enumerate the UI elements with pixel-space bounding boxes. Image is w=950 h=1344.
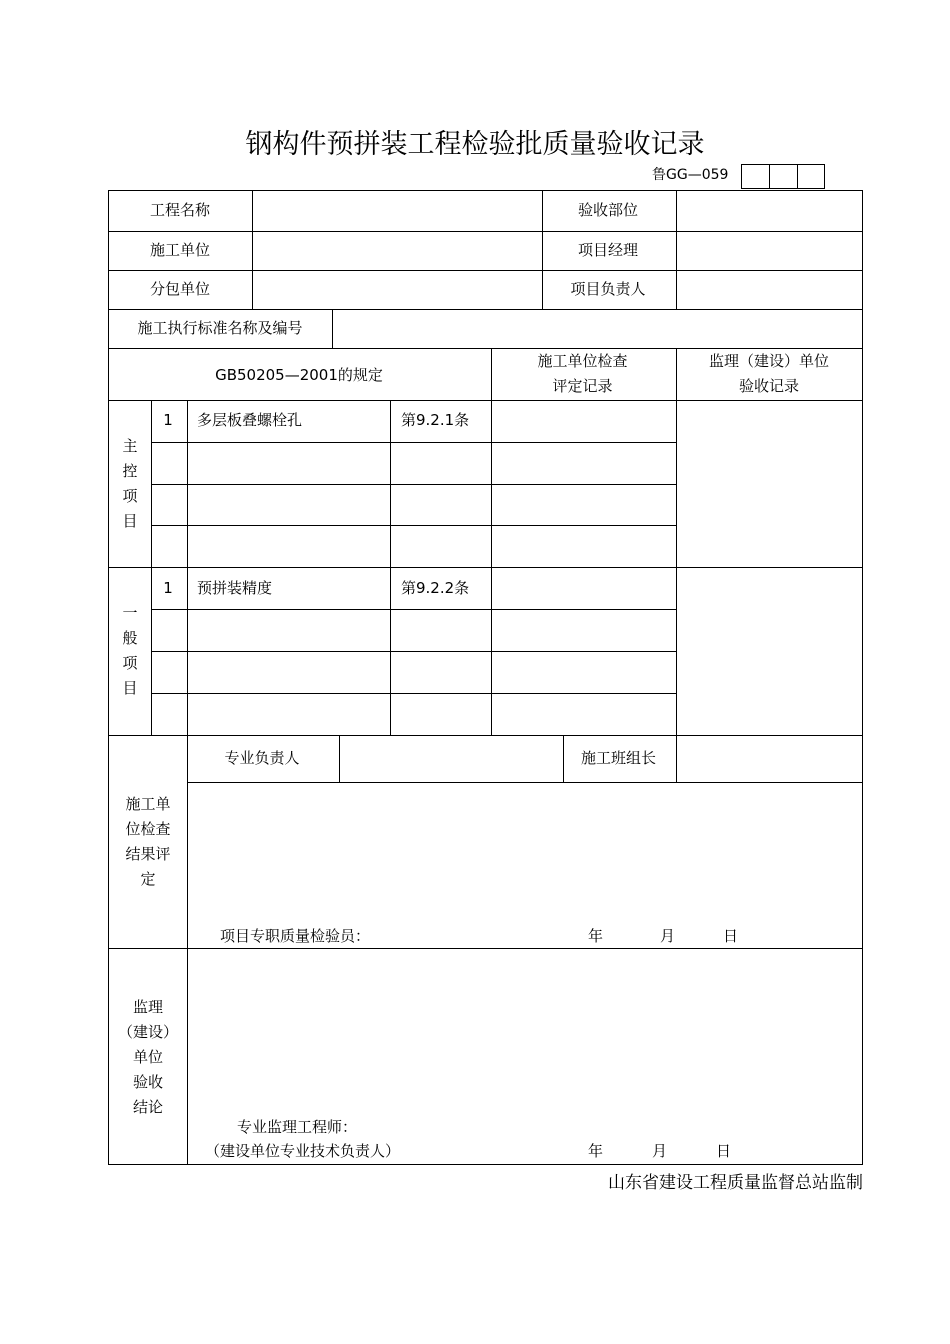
general-item-no: 1	[163, 579, 173, 597]
column-construction-check-2: 评定记录	[552, 377, 613, 395]
date-month: 月	[652, 1142, 668, 1160]
date-year: 年	[588, 927, 604, 945]
label-specialist: 专业负责人	[224, 749, 300, 767]
form-code: 鲁GG—059	[652, 167, 729, 183]
label-technical-lead: （建设单位专业技术负责人）	[205, 1142, 401, 1160]
column-construction-check-1: 施工单位检查	[537, 352, 628, 370]
code-box[interactable]	[741, 164, 769, 189]
code-box[interactable]	[797, 164, 825, 189]
main-item-no: 1	[163, 411, 173, 429]
form-title: 钢构件预拼装工程检验批质量验收记录	[245, 129, 705, 160]
label-acceptance-part: 验收部位	[577, 201, 638, 219]
column-supervision-2: 验收记录	[738, 377, 799, 395]
label-project-lead: 项目负责人	[570, 280, 646, 298]
label-construction-unit: 施工单位	[149, 241, 210, 259]
label-project-name: 工程名称	[149, 201, 210, 219]
label-supervising-engineer: 专业监理工程师：	[237, 1118, 358, 1136]
general-label: 一 般 项 目	[122, 604, 138, 697]
label-subcontract-unit: 分包单位	[149, 280, 210, 298]
main-item-name: 多层板叠螺栓孔	[197, 411, 303, 429]
main-item-clause: 第9.2.1条	[401, 411, 470, 429]
label-team-leader: 施工班组长	[580, 749, 656, 767]
date-day: 日	[723, 927, 739, 945]
footer-issuer: 山东省建设工程质量监督总站监制	[608, 1173, 863, 1193]
label-project-manager: 项目经理	[577, 241, 638, 259]
supervision-conclusion-label: 监理 （建设） 单位 验收 结论	[117, 998, 178, 1116]
main-control-label: 主 控 项 目	[122, 437, 138, 530]
date-day: 日	[716, 1142, 732, 1160]
date-year: 年	[588, 1142, 604, 1160]
form-code-boxes[interactable]	[741, 164, 825, 190]
label-standard-name: 施工执行标准名称及编号	[137, 319, 303, 337]
code-box[interactable]	[769, 164, 797, 189]
label-quality-inspector: 项目专职质量检验员：	[220, 927, 371, 945]
construction-result-label: 施工单 位检查 结果评 定	[125, 795, 171, 888]
column-supervision-1: 监理（建设）单位	[708, 352, 829, 370]
column-spec: GB50205—2001的规定	[215, 366, 383, 384]
general-item-name: 预拼装精度	[197, 579, 273, 597]
general-item-clause: 第9.2.2条	[401, 579, 470, 597]
date-month: 月	[660, 927, 676, 945]
